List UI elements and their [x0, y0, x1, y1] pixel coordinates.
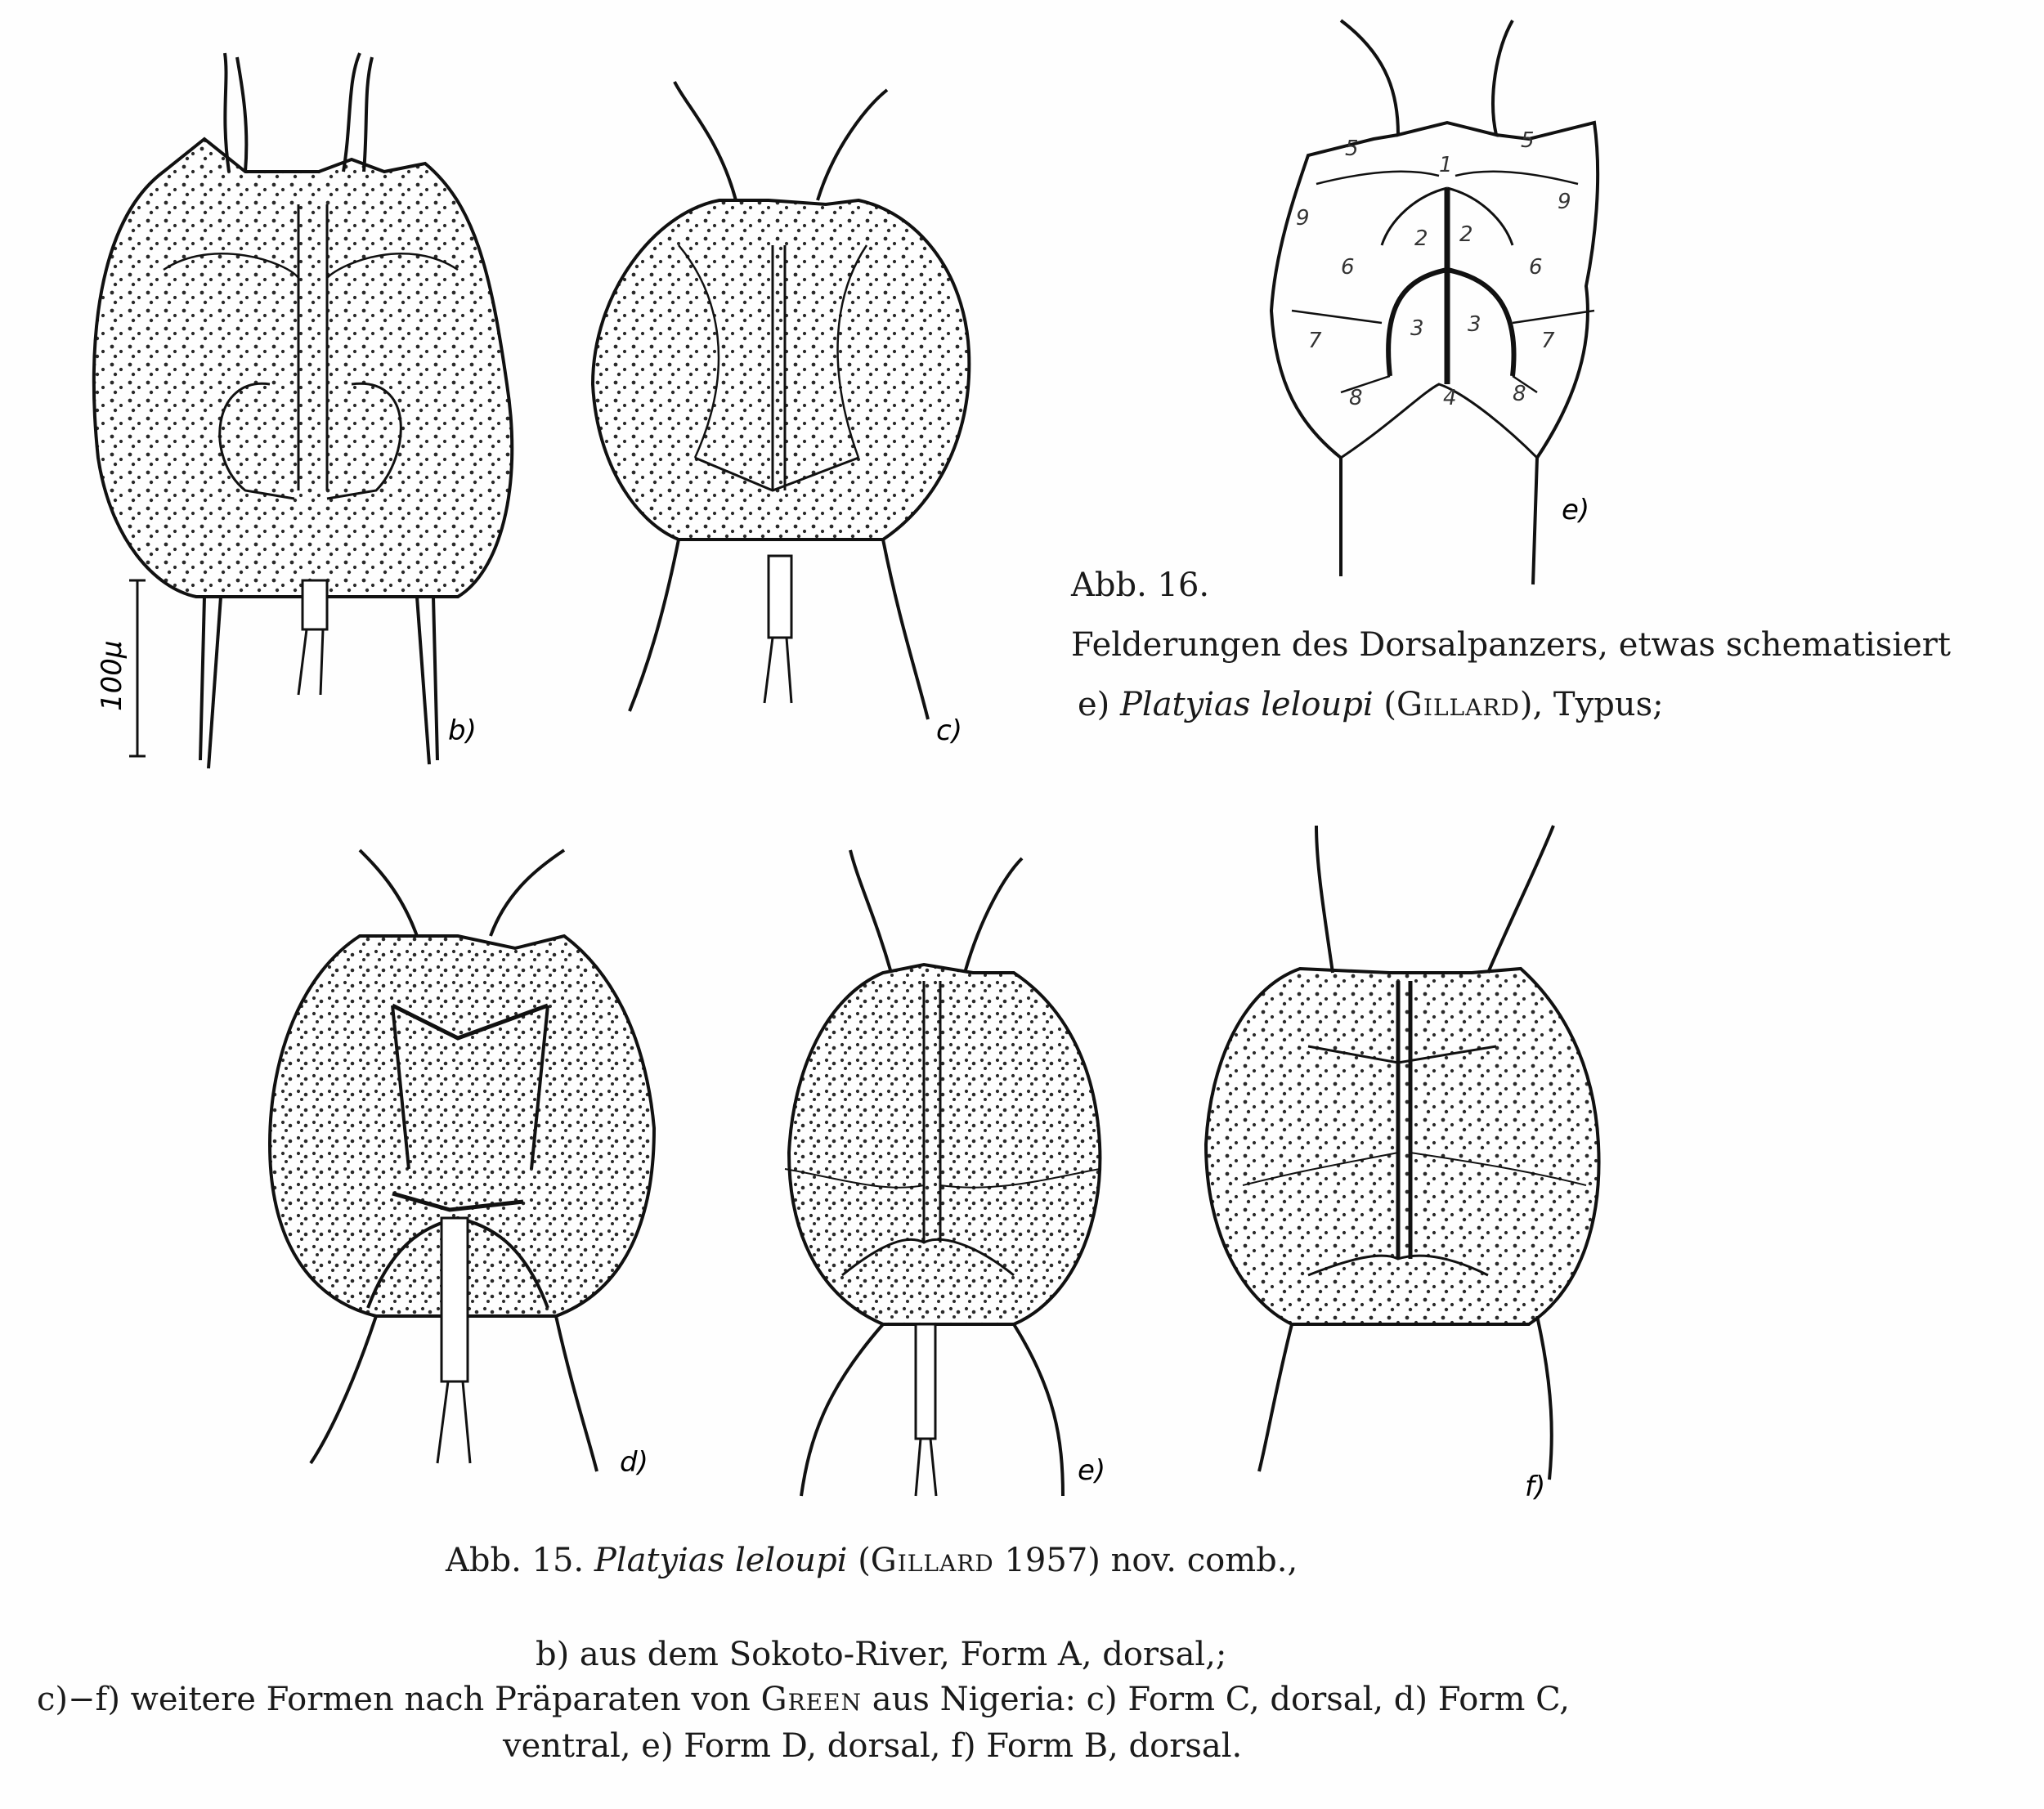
abb16-prefix: e) — [1078, 686, 1110, 723]
label-d: d) — [620, 1446, 648, 1479]
specimen-d — [270, 850, 654, 1471]
abb15-title: Abb. 15. — [446, 1542, 585, 1579]
abb15-species: Platyias leloupi — [594, 1542, 848, 1579]
abb15-cf-part2: aus Nigeria: c) Form C, dorsal, d) Form C, — [862, 1681, 1571, 1718]
abb15-author-open: ( — [858, 1542, 871, 1579]
abb16-description: Felderungen des Dorsalpanzers, etwas schematisiert — [1071, 626, 1951, 664]
abb16-title: Abb. 16. — [1071, 566, 1210, 604]
scheme-field-number: 7 — [1541, 329, 1555, 353]
abb16-taxon-line — [1078, 685, 1664, 724]
abb16-species: Platyias leloupi — [1120, 686, 1374, 723]
dorsal-plate-scheme — [1271, 20, 1598, 584]
specimen-f — [1206, 826, 1599, 1480]
abb15-line-b: b) aus dem Sokoto-River, Form A, dorsal,; — [536, 1636, 1227, 1673]
scheme-field-number: 8 — [1513, 382, 1526, 406]
label-b: b) — [448, 714, 477, 747]
scheme-field-numbers — [1296, 128, 1571, 410]
scheme-field-number: 3 — [1468, 312, 1481, 337]
abb15-title-line — [446, 1541, 1298, 1580]
scheme-field-number: 9 — [1296, 206, 1310, 231]
scheme-field-number: 6 — [1341, 255, 1355, 280]
abb15-cf-part1: c)−f) weitere Formen nach Präparaten von — [37, 1681, 761, 1718]
scheme-field-number: 5 — [1345, 137, 1359, 161]
abb15-line-cf — [37, 1680, 1570, 1719]
abb15-cf-green: Green — [760, 1681, 863, 1718]
abb16-author: Gillard — [1396, 686, 1520, 723]
label-c: c) — [936, 714, 962, 747]
abb15-author: Gillard — [870, 1542, 994, 1579]
scale-bar-label: 100μ — [96, 640, 128, 711]
scheme-field-number: 1 — [1439, 153, 1453, 177]
abb16-end: ), Typus; — [1519, 686, 1664, 723]
scheme-field-number: 2 — [1414, 226, 1428, 251]
scheme-field-number: 4 — [1443, 386, 1457, 410]
abb16-author-open: ( — [1383, 686, 1396, 723]
abb15-line-cf-cont: ventral, e) Form D, dorsal, f) Form B, dorsal. — [503, 1727, 1243, 1765]
scheme-field-number: 7 — [1308, 329, 1322, 353]
label-e: e) — [1078, 1454, 1106, 1487]
scheme-field-number: 9 — [1558, 190, 1571, 214]
scheme-field-number: 2 — [1459, 222, 1473, 247]
specimen-c — [593, 82, 969, 719]
scheme-field-number: 5 — [1521, 128, 1535, 153]
specimen-e — [785, 850, 1100, 1496]
label-scheme: e) — [1562, 494, 1590, 526]
scheme-field-number: 3 — [1410, 316, 1424, 341]
label-f: f) — [1525, 1471, 1546, 1503]
scale-bar — [129, 580, 146, 756]
scheme-field-number: 6 — [1529, 255, 1543, 280]
scheme-field-number: 8 — [1349, 386, 1363, 410]
specimen-b — [94, 53, 512, 768]
abb15-rest: 1957) nov. comb., — [993, 1542, 1298, 1579]
